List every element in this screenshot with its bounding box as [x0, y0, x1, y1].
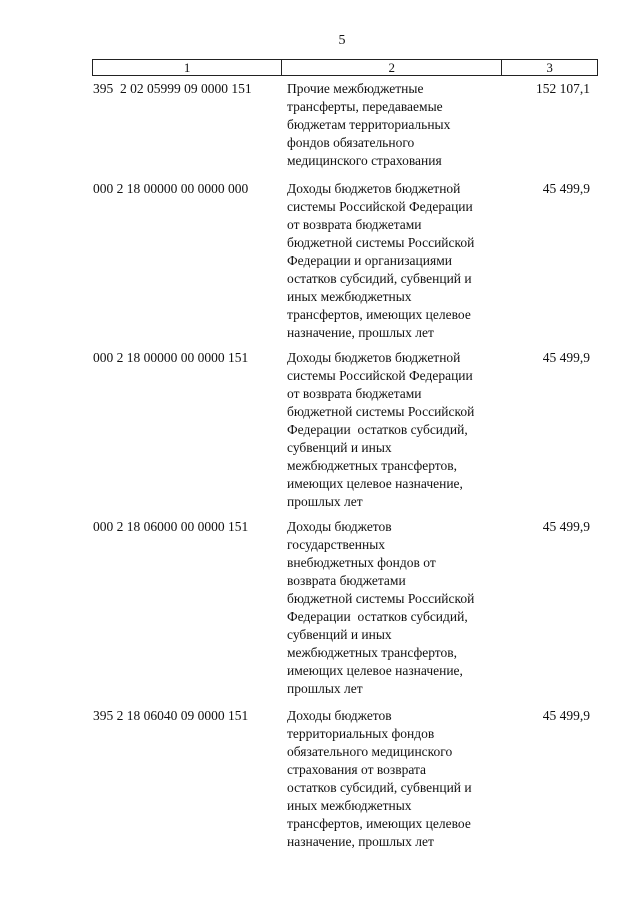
amount-value: 45 499,9 [542, 708, 590, 723]
budget-code: 395 2 02 05999 09 0000 151 [93, 81, 252, 96]
description-line: имеющих целевое назначение, [287, 476, 463, 491]
column-header-row [92, 59, 598, 76]
description-line: межбюджетных трансфертов, [287, 645, 458, 660]
revenue-description [287, 707, 507, 851]
description-line: остатков субсидий, субвенций и [287, 780, 472, 795]
description-line: Федерации остатков субсидий, [287, 609, 468, 624]
description-line: имеющих целевое назначение, [287, 663, 463, 678]
budget-code: 395 2 18 06040 09 0000 151 [93, 708, 249, 723]
description-line: от возврата бюджетами [287, 217, 422, 232]
description-line: Федерации и организациями [287, 253, 452, 268]
description-line: прошлых лет [287, 681, 363, 696]
budget-code: 000 2 18 06000 00 0000 151 [93, 519, 249, 534]
description-line: иных межбюджетных [287, 289, 412, 304]
description-line: системы Российской Федерации [287, 368, 473, 383]
description-line: бюджетной системы Российской [287, 235, 475, 250]
description-line: Федерации остатков субсидий, [287, 422, 468, 437]
description-line: прошлых лет [287, 494, 363, 509]
description-line: бюджетам территориальных [287, 117, 451, 132]
budget-code: 000 2 18 00000 00 0000 000 [93, 181, 249, 196]
description-line: межбюджетных трансфертов, [287, 458, 458, 473]
amount-value: 45 499,9 [542, 181, 590, 196]
description-line: трансфертов, имеющих целевое [287, 307, 471, 322]
revenue-description [287, 80, 507, 170]
description-line: внебюджетных фондов от [287, 555, 436, 570]
description-line: Доходы бюджетов [287, 519, 392, 534]
revenue-description [287, 180, 507, 342]
column-header-2: 2 [282, 60, 502, 76]
description-line: субвенций и иных [287, 627, 392, 642]
description-line: остатков субсидий, субвенций и [287, 271, 472, 286]
amount-value: 45 499,9 [542, 350, 590, 365]
amount-value: 152 107,1 [536, 81, 590, 96]
description-line: назначение, прошлых лет [287, 834, 434, 849]
description-line: бюджетной системы Российской [287, 404, 475, 419]
description-line: бюджетной системы Российской [287, 591, 475, 606]
description-line: обязательного медицинского [287, 744, 453, 759]
description-line: страхования от возврата [287, 762, 427, 777]
description-line: возврата бюджетами [287, 573, 406, 588]
column-header-1: 1 [93, 60, 282, 76]
description-line: Доходы бюджетов бюджетной [287, 181, 461, 196]
amount-value: 45 499,9 [542, 519, 590, 534]
page-number: 5 [338, 33, 346, 48]
description-line: иных межбюджетных [287, 798, 412, 813]
revenue-description [287, 518, 507, 698]
description-line: трансфертов, имеющих целевое [287, 816, 471, 831]
description-line: Доходы бюджетов бюджетной [287, 350, 461, 365]
description-line: фондов обязательного [287, 135, 415, 150]
description-line: субвенций и иных [287, 440, 392, 455]
description-line: Прочие межбюджетные [287, 81, 424, 96]
description-line: территориальных фондов [287, 726, 435, 741]
description-line: от возврата бюджетами [287, 386, 422, 401]
description-line: назначение, прошлых лет [287, 325, 434, 340]
description-line: медицинского страхования [287, 153, 442, 168]
description-line: Доходы бюджетов [287, 708, 392, 723]
description-line: государственных [287, 537, 386, 552]
budget-code: 000 2 18 00000 00 0000 151 [93, 350, 249, 365]
description-line: трансферты, передаваемые [287, 99, 443, 114]
column-header-3: 3 [502, 60, 598, 76]
description-line: системы Российской Федерации [287, 199, 473, 214]
revenue-description [287, 349, 507, 511]
